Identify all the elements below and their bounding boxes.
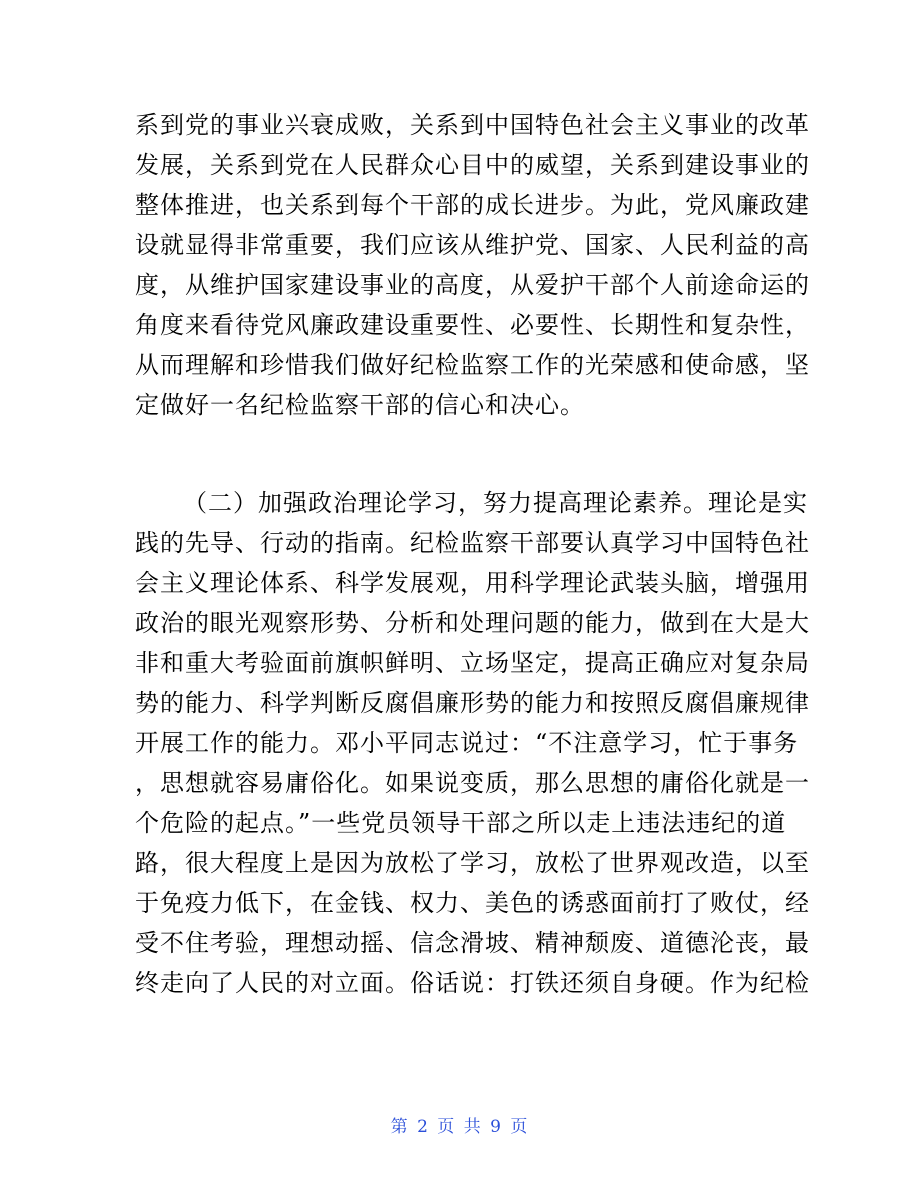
text-line: 角度来看待党风廉政建设重要性、必要性、长期性和复杂性， bbox=[135, 311, 810, 339]
text-line: 非和重大考验面前旗帜鲜明、立场坚定，提高正确应对复杂局 bbox=[135, 649, 810, 677]
text-line: 度，从维护国家建设事业的高度，从爱护干部个人前途命运的 bbox=[135, 271, 810, 299]
text-line: 个危险的起点。”一些党员领导干部之所以走上违法违纪的道 bbox=[135, 809, 787, 837]
page-number-footer: 第 2 页 共 9 页 bbox=[390, 1117, 530, 1137]
text-line: 定做好一名纪检监察干部的信心和决心。 bbox=[135, 391, 585, 419]
text-line: 政治的眼光观察形势、分析和处理问题的能力，做到在大是大 bbox=[135, 609, 810, 637]
text-line: 路，很大程度上是因为放松了学习，放松了世界观改造，以至 bbox=[135, 849, 810, 877]
text-line: 整体推进，也关系到每个干部的成长进步。为此，党风廉政建 bbox=[135, 191, 810, 219]
text-line: 终走向了人民的对立面。俗话说：打铁还须自身硬。作为纪检 bbox=[135, 969, 810, 997]
text-line: 践的先导、行动的指南。纪检监察干部要认真学习中国特色社 bbox=[135, 529, 810, 557]
text-line: 开展工作的能力。邓小平同志说过：“不注意学习，忙于事务 bbox=[135, 729, 799, 757]
text-line: 发展，关系到党在人民群众心目中的威望，关系到建设事业的 bbox=[135, 151, 810, 179]
text-line: 于免疫力低下，在金钱、权力、美色的诱惑面前打了败仗，经 bbox=[135, 889, 810, 917]
paragraph-first-line: （二）加强政治理论学习，努力提高理论素养。理论是实 bbox=[183, 489, 808, 517]
text-line: 从而理解和珍惜我们做好纪检监察工作的光荣感和使命感，坚 bbox=[135, 351, 810, 379]
text-line: ，思想就容易庸俗化。如果说变质，那么思想的庸俗化就是一 bbox=[135, 769, 810, 797]
text-line: 会主义理论体系、科学发展观，用科学理论武装头脑，增强用 bbox=[135, 569, 810, 597]
text-line: 势的能力、科学判断反腐倡廉形势的能力和按照反腐倡廉规律 bbox=[135, 689, 810, 717]
text-line: 设就显得非常重要，我们应该从维护党、国家、人民利益的高 bbox=[135, 231, 810, 259]
text-line: 系到党的事业兴衰成败，关系到中国特色社会主义事业的改革 bbox=[135, 111, 810, 139]
text-line: 受不住考验，理想动摇、信念滑坡、精神颓废、道德沦丧，最 bbox=[135, 929, 810, 957]
